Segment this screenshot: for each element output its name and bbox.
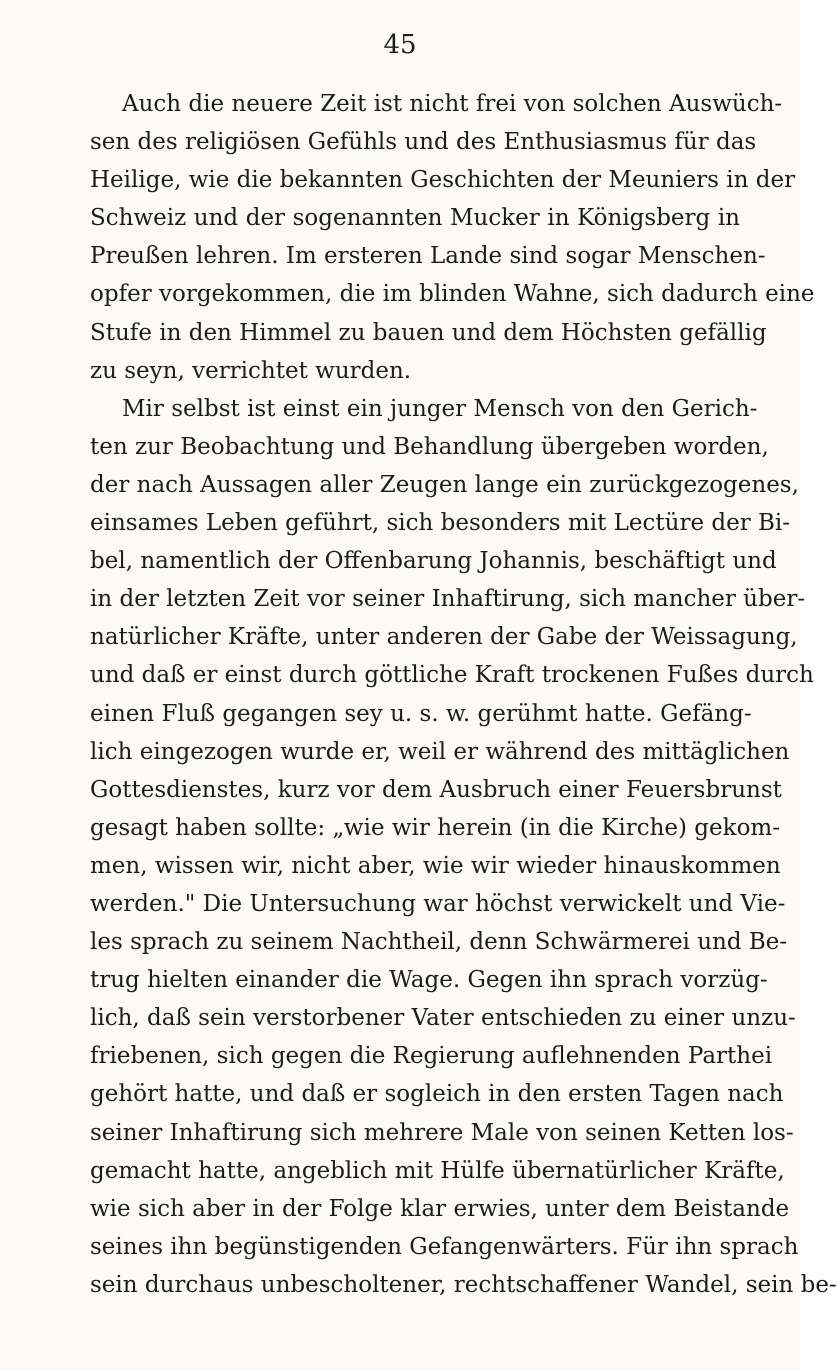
body-text bbox=[90, 85, 837, 1304]
text-line: lich eingezogen wurde er, weil er während des mittäglichen bbox=[90, 738, 790, 765]
text-line: friebenen, sich gegen die Regierung auflehnenden Parthei bbox=[90, 1043, 773, 1070]
text-line: sen des religiösen Gefühls und des Enthusiasmus für das bbox=[90, 129, 757, 156]
text-line: gesagt haben sollte: „wie wir herein (in die Kirche) gekom- bbox=[90, 814, 780, 841]
text-line: bel, namentlich der Offenbarung Johannis, beschäftigt und bbox=[90, 548, 777, 575]
text-line: und daß er einst durch göttliche Kraft trockenen Fußes durch bbox=[90, 662, 814, 689]
text-line: wie sich aber in der Folge klar erwies, unter dem Beistande bbox=[90, 1195, 790, 1222]
text-line: Heilige, wie die bekannten Geschichten der Meuniers in der bbox=[90, 167, 796, 194]
text-line: les sprach zu seinem Nachtheil, denn Schwärmerei und Be- bbox=[90, 929, 788, 956]
text-line: Schweiz und der sogenannten Mucker in Königsberg in bbox=[90, 205, 740, 232]
text-line: men, wissen wir, nicht aber, wie wir wieder hinauskommen bbox=[90, 852, 781, 879]
text-line: natürlicher Kräfte, unter anderen der Gabe der Weissagung, bbox=[90, 624, 798, 651]
text-line: Gottesdienstes, kurz vor dem Ausbruch einer Feuersbrunst bbox=[90, 776, 782, 803]
text-line: zu seyn, verrichtet wurden. bbox=[90, 357, 412, 384]
text-line: Mir selbst ist einst ein junger Mensch von den Gerich- bbox=[122, 395, 758, 422]
text-line: Preußen lehren. Im ersteren Lande sind sogar Menschen- bbox=[90, 243, 766, 270]
text-line: gemacht hatte, angeblich mit Hülfe übernatürlicher Kräfte, bbox=[90, 1157, 785, 1184]
text-line: in der letzten Zeit vor seiner Inhaftirung, sich mancher über- bbox=[90, 586, 806, 613]
text-line: einsames Leben geführt, sich besonders mit Lectüre der Bi- bbox=[90, 510, 791, 537]
paragraph bbox=[90, 85, 815, 390]
text-line: opfer vorgekommen, die im blinden Wahne, sich dadurch eine bbox=[90, 281, 815, 308]
text-line: ten zur Beobachtung und Behandlung übergeben worden, bbox=[90, 433, 769, 460]
text-line: seiner Inhaftirung sich mehrere Male von seinen Ketten los- bbox=[90, 1119, 794, 1146]
text-line: lich, daß sein verstorbener Vater entschieden zu einer unzu- bbox=[90, 1005, 796, 1032]
text-line: Auch die neuere Zeit ist nicht frei von solchen Auswüch- bbox=[122, 91, 783, 117]
text-line: werden." Die Untersuchung war höchst verwickelt und Vie- bbox=[90, 890, 786, 917]
text-line: sein durchaus unbescholtener, rechtschaffener Wandel, sein be- bbox=[90, 1271, 837, 1298]
text-line: trug hielten einander die Wage. Gegen ihn sprach vorzüg- bbox=[90, 967, 768, 994]
text-line: der nach Aussagen aller Zeugen lange ein zurückgezogenes, bbox=[90, 471, 799, 498]
text-line: gehört hatte, und daß er sogleich in den ersten Tagen nach bbox=[90, 1081, 784, 1108]
text-line: seines ihn begünstigenden Gefangenwärters. Für ihn sprach bbox=[90, 1233, 799, 1260]
paragraph bbox=[90, 390, 837, 1304]
text-line: Stufe in den Himmel zu bauen und dem Höchsten gefällig bbox=[90, 319, 767, 346]
page-number: 45 bbox=[383, 30, 417, 60]
text-line: einen Fluß gegangen sey u. s. w. gerühmt hatte. Gefäng- bbox=[90, 700, 752, 727]
